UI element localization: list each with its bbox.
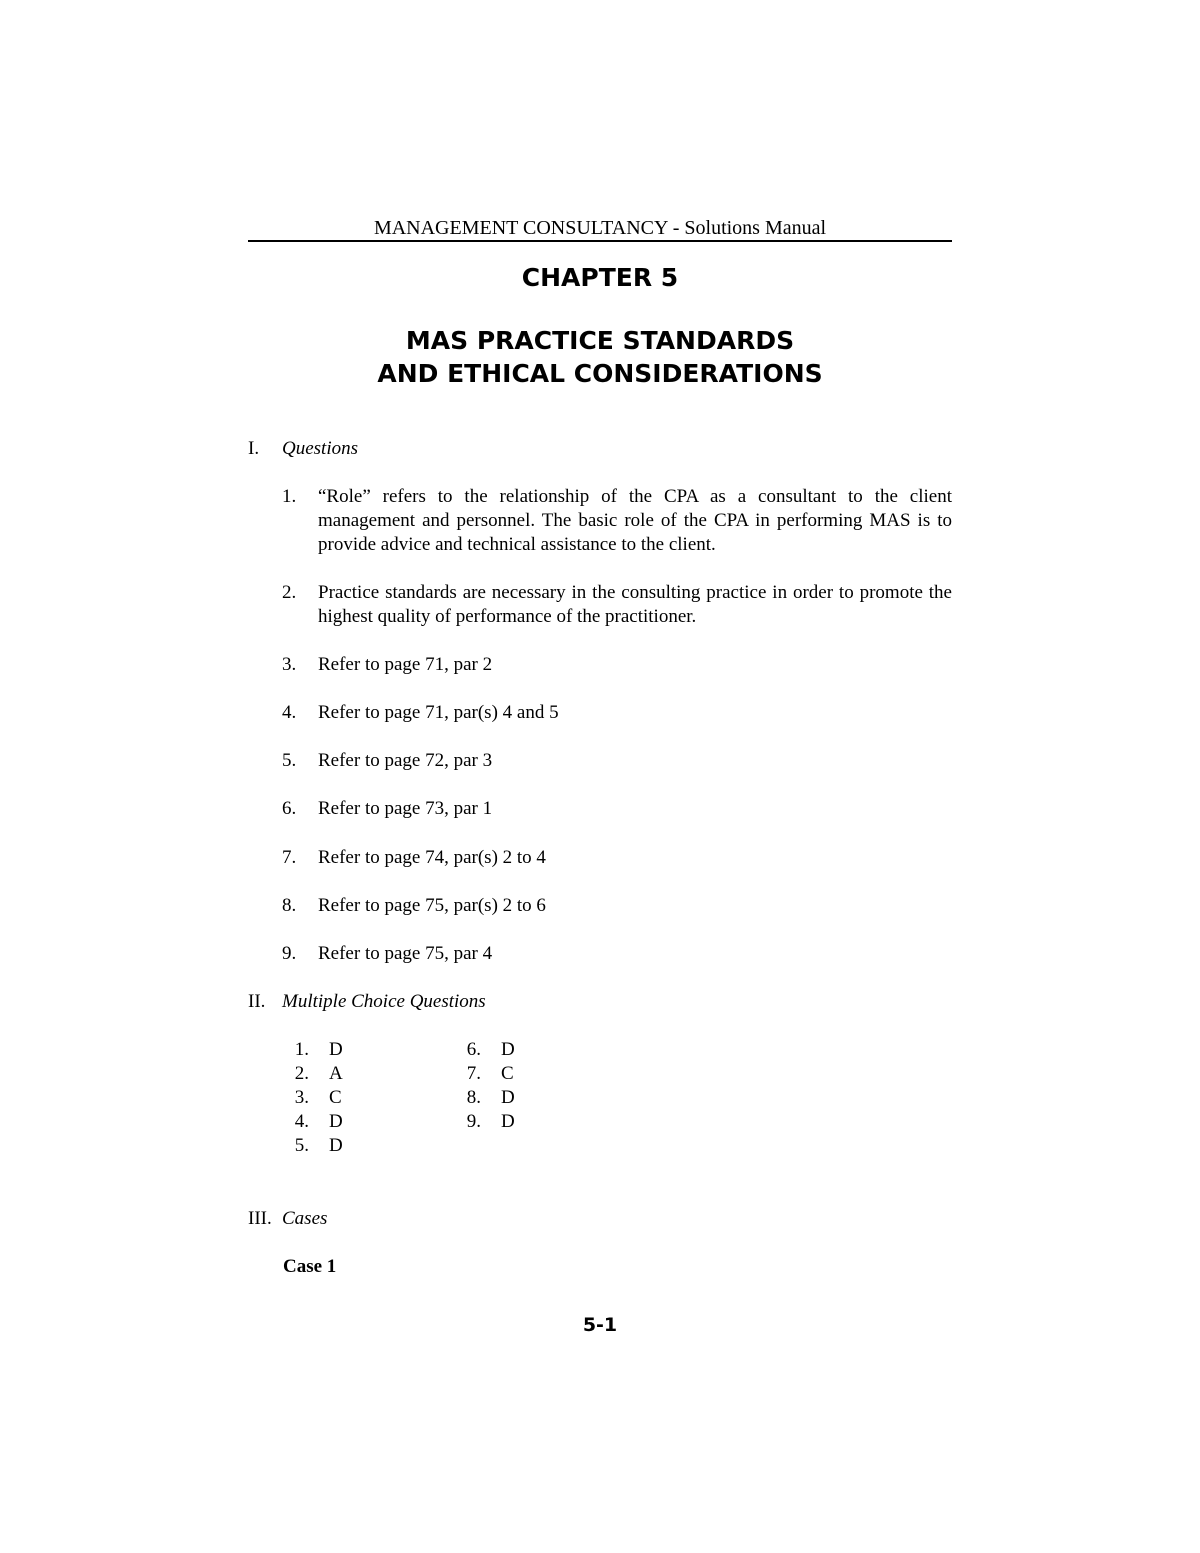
question-item — [282, 749, 952, 773]
answer-row — [455, 1038, 531, 1062]
answer-row — [283, 1134, 359, 1158]
answer-column-2 — [455, 1038, 531, 1134]
question-item — [282, 653, 952, 677]
section-multiple-choice — [248, 990, 486, 1014]
answer-row — [283, 1110, 359, 1134]
answer-row — [283, 1038, 359, 1062]
chapter-title-line2: AND ETHICAL CONSIDERATIONS — [377, 359, 823, 388]
question-number: 9. — [282, 943, 297, 964]
header-subtitle: Solutions Manual — [684, 217, 827, 239]
question-item — [282, 485, 952, 557]
section-heading: Questions — [282, 438, 358, 459]
answer-letter: D — [501, 1039, 515, 1060]
question-text: Practice standards are necessary in the consulting practice in order to promote the highest quality of performance of the practitioner. — [318, 582, 952, 627]
question-number: 3. — [282, 654, 297, 675]
question-text: Refer to page 75, par 4 — [318, 943, 493, 964]
question-item — [282, 846, 952, 870]
answer-number: 6. — [466, 1039, 481, 1060]
question-text: Refer to page 71, par 2 — [318, 654, 493, 675]
answer-letter: D — [501, 1111, 515, 1132]
answer-number: 2. — [294, 1063, 309, 1084]
answer-column-1 — [283, 1038, 359, 1158]
answer-row — [455, 1086, 531, 1110]
question-item — [282, 894, 952, 918]
question-item — [282, 581, 952, 629]
answer-letter: A — [329, 1063, 343, 1084]
question-text: Refer to page 72, par 3 — [318, 750, 493, 771]
question-text: Refer to page 74, par(s) 2 to 4 — [318, 847, 546, 868]
section-heading: Cases — [282, 1208, 328, 1229]
case-title: Case 1 — [283, 1256, 337, 1277]
answer-row — [455, 1062, 531, 1086]
answer-number: 7. — [466, 1063, 481, 1084]
chapter-number: CHAPTER 5 — [521, 263, 679, 292]
question-text: Refer to page 75, par(s) 2 to 6 — [318, 895, 546, 916]
question-number: 1. — [282, 486, 297, 507]
answer-letter: D — [329, 1135, 343, 1156]
answer-letter: C — [329, 1087, 342, 1108]
section-heading: Multiple Choice Questions — [282, 991, 486, 1012]
answer-row — [455, 1110, 531, 1134]
question-item — [282, 701, 952, 725]
answer-number: 9. — [466, 1111, 481, 1132]
chapter-title — [248, 324, 952, 390]
question-number: 4. — [282, 702, 297, 723]
section-numeral: III. — [248, 1208, 272, 1229]
section-numeral: I. — [248, 438, 260, 459]
question-item — [282, 797, 952, 821]
question-number: 7. — [282, 847, 297, 868]
question-number: 8. — [282, 895, 297, 916]
answer-row — [283, 1062, 359, 1086]
section-questions — [248, 437, 358, 461]
answer-letter: D — [501, 1087, 515, 1108]
answer-number: 5. — [294, 1135, 309, 1156]
running-header — [248, 214, 952, 242]
header-rule — [248, 240, 952, 242]
question-text: Refer to page 71, par(s) 4 and 5 — [318, 702, 559, 723]
answer-letter: C — [501, 1063, 514, 1084]
header-title: MANAGEMENT CONSULTANCY - — [373, 217, 685, 239]
page-number: 5-1 — [582, 1314, 618, 1336]
answer-number: 8. — [466, 1087, 481, 1108]
section-cases — [248, 1207, 327, 1231]
question-number: 5. — [282, 750, 297, 771]
question-number: 2. — [282, 582, 297, 603]
question-text: “Role” refers to the relationship of the CPA as a consultant to the client management and personnel. The basic role of the CPA in performing MAS is to provide advice and technical assistance to the client. — [318, 486, 952, 555]
answer-number: 4. — [294, 1111, 309, 1132]
answer-letter: D — [329, 1111, 343, 1132]
question-text: Refer to page 73, par 1 — [318, 798, 493, 819]
question-number: 6. — [282, 798, 297, 819]
answer-number: 1. — [294, 1039, 309, 1060]
answer-row — [283, 1086, 359, 1110]
chapter-title-line1: MAS PRACTICE STANDARDS — [405, 326, 795, 355]
section-numeral: II. — [248, 991, 266, 1012]
question-item — [282, 942, 952, 966]
answer-number: 3. — [294, 1087, 309, 1108]
answer-letter: D — [329, 1039, 343, 1060]
